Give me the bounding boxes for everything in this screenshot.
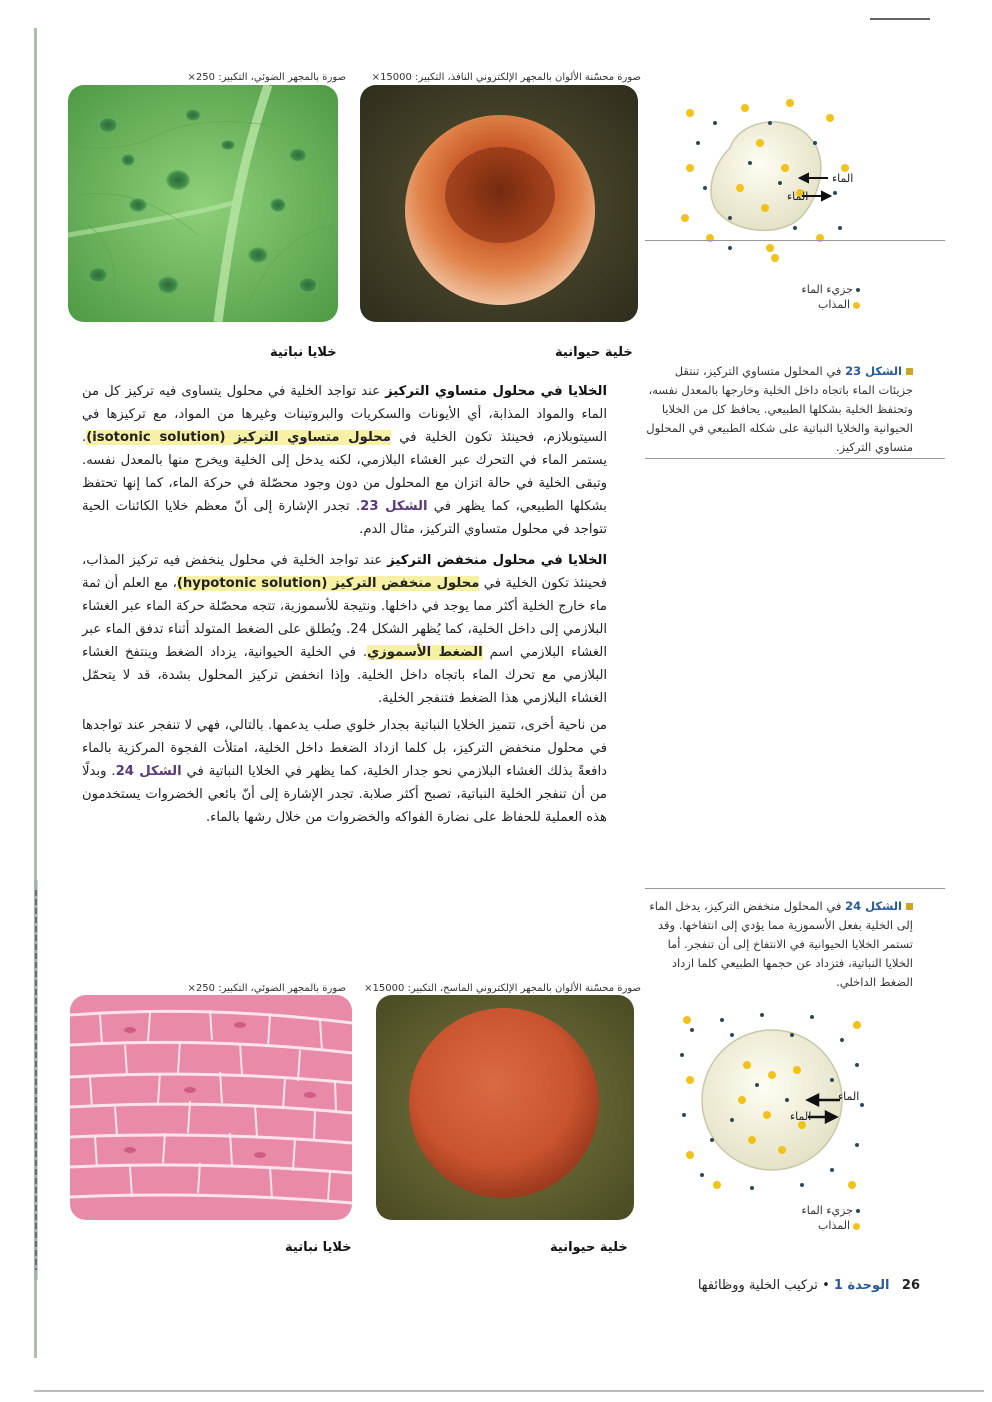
hypotonic-heading: الخلايا في محلول منخفض التركيز [387,553,607,568]
water-molecule-icon [856,288,860,292]
isotonic-legend [780,282,860,312]
plant-cells-isotonic-photo [68,85,338,322]
figure24-ref: الشكل 24 [115,764,182,779]
footer-bullet-icon: • [822,1278,830,1293]
isotonic-paragraph [82,380,607,541]
bottom-animal-cell-label: خلية حيوانية [550,1240,628,1255]
isotonic-water-out-label: الماء [787,190,809,203]
hypotonic-paragraph [82,549,607,710]
figure23-top-rule [645,240,945,241]
hypotonic-water-out-label: الماء [790,1110,812,1123]
page-edge-bottom [34,1390,984,1392]
page-footer [660,1278,920,1293]
solute-icon [853,1223,860,1230]
isotonic-term: محلول متساوي التركيز (isotonic solution) [86,430,391,445]
isotonic-text-3: . تجدر الإشارة إلى أنّ معظم خلايا الكائنات الحية تتواجد في محلول متساوي التركيز، مثال الدم. [82,499,607,537]
bottom-plant-cells-label: خلايا نباتية [285,1240,352,1255]
legend-solute-label: المذاب [818,298,850,311]
figure23-title: الشكل 23 [845,364,902,378]
figure24-title: الشكل 24 [845,899,902,913]
figure24-caption [645,897,913,992]
unit-title: تركيب الخلية ووظائفها [697,1278,818,1293]
osmotic-pressure-term: الضغط الأسموزي [367,645,483,660]
hypotonic-text-1: عند تواجد الخلية في محلول ينخفض فيه تركيز المذاب، فحينئذ تكون الخلية في [82,553,607,591]
water-molecule-icon [856,1209,860,1213]
bottom-animal-photo-caption: صورة محسّنة الألوان بالمجهر الإلكتروني الماسح، التكبير: 15000× [364,983,641,994]
figure23-text: في المحلول متساوي التركيز، تنتقل جزيئات الماء باتجاه داخل الخلية وخارجها بالمعدل نفسه، وتحتفظ الخلية بشكلها الطبيعي. يحافظ كل من الخلايا الحيوانية والخلايا النباتية على شكله الطبيعي في المحلول متساوي التركيز. [646,364,913,454]
main-text-column [82,380,607,833]
animal-cell-hypotonic-photo [376,995,634,1220]
top-plant-cells-label: خلايا نباتية [270,345,337,360]
plant-text-1: من ناحية أخرى، تتميز الخلايا النباتية بجدار خلوي صلب يدعمها. بالتالي، فهي لا تنفجر عند تواجدها في محلول منخفض التركيز، بل كلما ازداد الضغط داخل الخلية، امتلأت الفجوة المركزية بالماء دافعةً بذلك الغشاء البلازمي نحو جدار الخلية، كما يظهر في الخلايا النباتية في [82,718,607,779]
caption-bullet-icon [906,903,913,910]
hypotonic-term: محلول منخفض التركيز (hypotonic solution) [176,576,480,591]
figure23-ref: الشكل 23 [360,499,428,514]
hypotonic-text-2: ، مع العلم أن ثمة ماء خارج الخلية أكثر مما يوجد في داخلها. ونتيجة للأسموزية، تتجه محصّلة حركة الماء عبر الغشاء البلازمي إلى داخل الخلية، كما يُظهر الشكل 24. ويُطلق على الضغط المتولد أثناء تدفق الماء عبر الغشاء البلازمي اسم [82,576,607,660]
side-credit-strip [30,880,42,1280]
page-number: 26 [901,1278,920,1293]
hypotonic-legend [780,1203,860,1233]
isotonic-text-1: عند تواجد الخلية في محلول يتساوى فيه تركيز كل من الماء والمواد المذابة، أي الأيونات والسكريات والبروتينات وغيرها من المواد، مع تركيزها في السيتوبلازم، فحينئذ تكون الخلية في [82,384,607,445]
isotonic-water-in-label: الماء [832,172,854,185]
top-plant-photo-caption: صورة بالمجهر الضوئي، التكبير: 250× [187,72,346,83]
plant-cell-paragraph [82,714,607,829]
bottom-plant-photo-caption: صورة بالمجهر الضوئي، التكبير: 250× [187,983,346,994]
hypotonic-water-in-label: الماء [838,1090,860,1103]
hypotonic-text-3: . في الخلية الحيوانية، يزداد الضغط وينتفخ الغشاء البلازمي مع تحرك الماء باتجاه داخل الخلية. وإذا انخفض تركيز المحلول بشدة، قد لا يتحمّل الغشاء البلازمي هذا الضغط فتنفجر الخلية. [82,645,607,706]
caption-bullet-icon [906,368,913,375]
figure24-top-rule [645,888,945,889]
animal-cell-isotonic-photo [360,85,638,322]
legend-water-label: جزيء الماء [801,1204,853,1217]
figure24-text: في المحلول منخفض التركيز، يدخل الماء إلى الخلية بفعل الأسموزية مما يؤدي إلى انتفاخها. وقد تستمر الخلايا الحيوانية في الانتفاخ إلى أن تنفجر. أما الخلايا النباتية، فتزداد عن حجمها الطبيعي كلما ازداد الضغط الداخلي. [649,899,913,989]
top-animal-cell-label: خلية حيوانية [555,345,633,360]
isotonic-text-2: . يستمر الماء في التحرك عبر الغشاء البلازمي، لكنه يدخل إلى الخلية ويخرج منها بالمعدل نفسه. وتبقى الخلية في حالة اتزان مع المحلول من دون وجود محصّلة في حركة الماء، كما إنها تحتفظ بشكلها الطبيعي، كما يظهر في [82,430,607,514]
unit-label: الوحدة 1 [833,1278,890,1293]
solute-icon [853,302,860,309]
legend-solute-label: المذاب [818,1219,850,1232]
legend-water-label: جزيء الماء [801,283,853,296]
figure23-bottom-rule [645,458,945,459]
top-animal-photo-caption: صورة محسّنة الألوان بالمجهر الإلكتروني النافذ، التكبير: 15000× [371,72,641,83]
plant-text-2: . وبدلًا من أن تنفجر الخلية النباتية، تصبح أكثر صلابة. تجدر الإشارة إلى أنّ بائعي الخضروات يستخدمون هذه العملية للحفاظ على نضارة الفواكه والخضروات من خلال رشها بالماء. [82,764,607,825]
top-rule [870,18,930,20]
figure23-caption [645,362,913,457]
isotonic-heading: الخلايا في محلول متساوي التركيز [385,384,608,399]
plant-cells-hypotonic-photo [70,995,352,1220]
